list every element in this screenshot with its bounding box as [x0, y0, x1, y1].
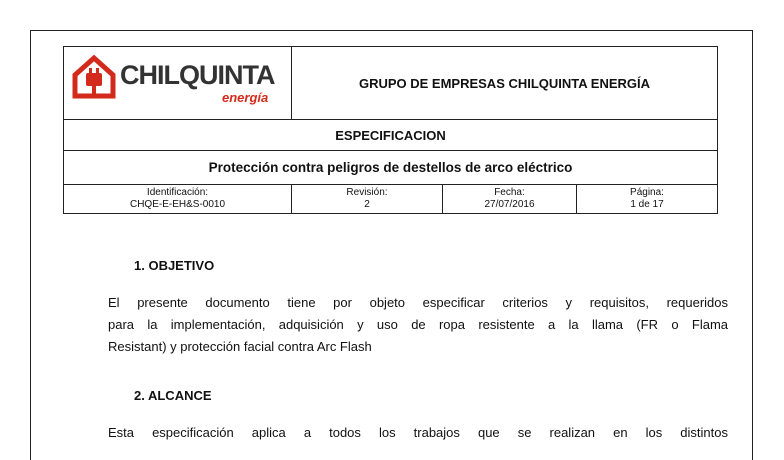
company-name: GRUPO DE EMPRESAS CHILQUINTA ENERGÍA	[292, 47, 718, 120]
section-body-objetivo	[108, 292, 728, 358]
meta-value: CHQE-E-EH&S-0010	[129, 199, 226, 210]
section-heading-alcance: 2. ALCANCE	[134, 388, 212, 403]
meta-value: 1 de 17	[630, 199, 664, 210]
meta-label: Identificación:	[146, 187, 209, 198]
logo-cell	[64, 47, 292, 120]
meta-revision	[292, 185, 443, 214]
meta-value: 27/07/2016	[484, 199, 535, 210]
meta-pagina	[577, 185, 718, 214]
logo-name: CHILQUINTA	[120, 60, 275, 90]
meta-value: 2	[364, 199, 370, 210]
meta-identificacion	[64, 185, 292, 214]
body-line: para la implementación, adquisición y uso de ropa resistente a la llama (FR o Flama	[108, 317, 728, 332]
document-type: ESPECIFICACION	[64, 120, 718, 151]
meta-label: Página:	[630, 187, 664, 198]
chilquinta-logo	[72, 53, 282, 113]
meta-label: Fecha:	[494, 187, 525, 198]
body-line: El presente documento tiene por objeto especificar criterios y requisitos, requeridos	[108, 295, 728, 310]
house-plug-icon	[72, 55, 116, 99]
meta-label: Revisión:	[346, 187, 388, 198]
body-line: Resistant) y protección facial contra Arc Flash	[108, 339, 372, 354]
section-heading-objetivo: 1. OBJETIVO	[134, 258, 215, 273]
meta-fecha	[443, 185, 577, 214]
document-header-table	[63, 46, 718, 214]
document-title: Protección contra peligros de destellos de arco eléctrico	[64, 151, 718, 185]
body-line: Esta especificación aplica a todos los trabajos que se realizan en los distintos	[108, 425, 728, 440]
logo-subtitle: energía	[222, 90, 269, 105]
